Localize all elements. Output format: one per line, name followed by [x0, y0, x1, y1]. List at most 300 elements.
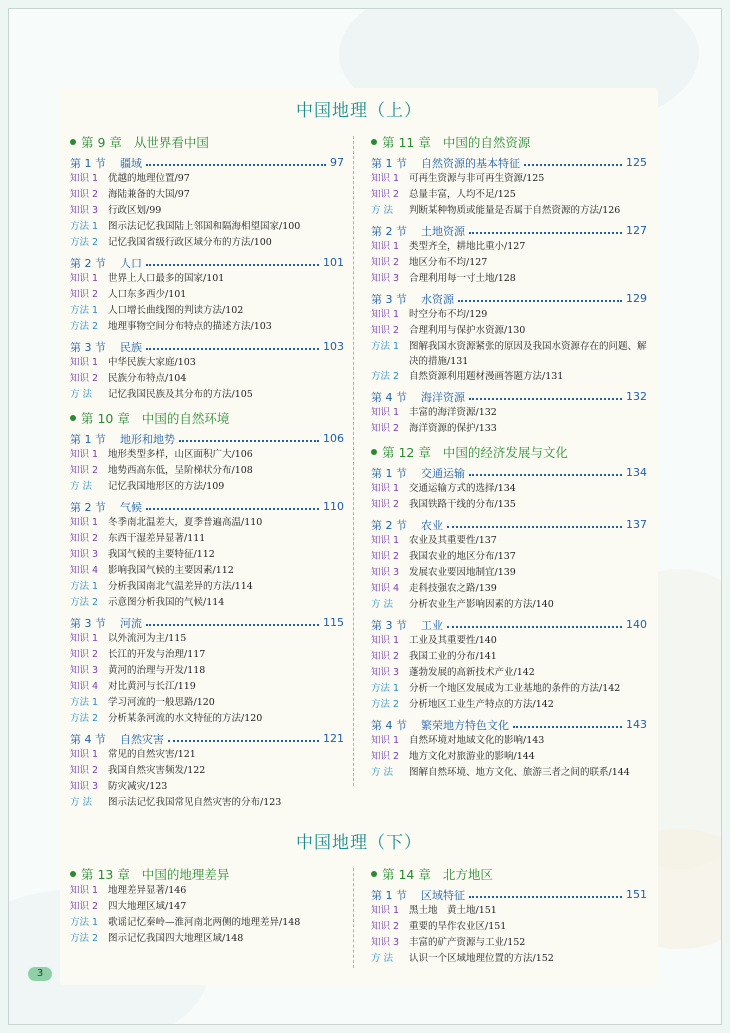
item-label: 知识 1: [371, 905, 400, 916]
section-heading[interactable]: [371, 154, 647, 171]
section-number: 第 4 节: [70, 732, 106, 746]
item-text: 对比黄河与长江/119: [108, 681, 196, 692]
item-label: 知识 1: [70, 633, 99, 644]
list-item[interactable]: [371, 749, 647, 765]
item-label: 方法 2: [70, 321, 99, 332]
section-heading[interactable]: [371, 886, 647, 903]
list-item[interactable]: [371, 255, 647, 271]
list-item[interactable]: [70, 203, 344, 219]
list-item[interactable]: [371, 633, 647, 649]
chapter-number: 第 14 章: [382, 866, 431, 882]
item-label: 知识 3: [371, 567, 400, 578]
table-of-contents: [60, 88, 658, 985]
list-item[interactable]: [371, 271, 647, 287]
section-heading[interactable]: [371, 616, 647, 633]
list-item[interactable]: [70, 679, 344, 695]
section-page: 129: [626, 292, 647, 305]
item-label: 知识 2: [371, 651, 400, 662]
item-text: 工业及其重要性/140: [409, 635, 497, 646]
chapter-title: 从世界看中国: [133, 134, 209, 150]
item-label: 知识 2: [371, 257, 400, 268]
item-label: 知识 4: [70, 565, 99, 576]
item-label: 知识 2: [70, 765, 99, 776]
item-label: 方法 1: [70, 581, 99, 592]
list-item[interactable]: [371, 203, 647, 219]
section-number: 第 4 节: [371, 390, 407, 404]
section-title: 土地资源: [421, 224, 465, 238]
item-label: 方 法: [371, 767, 394, 778]
section-heading[interactable]: [70, 730, 344, 747]
section-title: 繁荣地方特色文化: [421, 718, 509, 732]
item-label: 方 法: [371, 205, 394, 216]
section-page: 143: [626, 718, 647, 731]
dotted-leader: [146, 348, 319, 350]
item-text: 人口东多西少/101: [108, 289, 187, 300]
section-number: 第 1 节: [70, 432, 106, 446]
item-text: 防灾减灾/123: [108, 781, 168, 792]
list-item[interactable]: [70, 171, 344, 187]
item-text: 类型齐全，耕地比重小/127: [409, 241, 526, 252]
chapter-heading[interactable]: [70, 864, 344, 883]
list-item[interactable]: [371, 697, 647, 713]
item-label: 方 法: [70, 389, 93, 400]
section-number: 第 3 节: [70, 340, 106, 354]
item-text: 分析地区工业生产特点的方法/142: [409, 699, 554, 710]
list-item[interactable]: [371, 903, 647, 919]
section-heading[interactable]: [70, 338, 344, 355]
item-text: 认识一个区域地理位置的方法/152: [409, 953, 554, 964]
list-item[interactable]: [371, 935, 647, 951]
section-page: 101: [323, 256, 344, 269]
section-title: 工业: [421, 618, 443, 632]
item-label: 知识 1: [371, 407, 400, 418]
section-heading[interactable]: [371, 290, 647, 307]
item-text: 分析某条河流的水文特征的方法/120: [108, 713, 263, 724]
item-text: 我国工业的分布/141: [409, 651, 497, 662]
item-text: 重要的旱作农业区/151: [409, 921, 507, 932]
list-item[interactable]: [371, 171, 647, 187]
section-title: 河流: [120, 616, 142, 630]
item-text: 合理利用每一寸土地/128: [409, 273, 516, 284]
list-item[interactable]: [371, 405, 647, 421]
item-label: 知识 1: [70, 749, 99, 760]
item-label: 知识 2: [70, 289, 99, 300]
list-item[interactable]: [70, 479, 344, 495]
item-text: 冬季南北温差大，夏季普遍高温/110: [108, 517, 263, 528]
section-heading[interactable]: [371, 716, 647, 733]
list-item[interactable]: [70, 595, 344, 611]
item-text: 自然资源利用题材漫画答题方法/131: [409, 371, 564, 382]
chapter-bullet-icon: [70, 871, 76, 877]
item-label: 知识 2: [371, 921, 400, 932]
list-item[interactable]: [70, 579, 344, 595]
item-label: 知识 1: [70, 449, 99, 460]
section-title: 疆域: [120, 156, 142, 170]
list-item[interactable]: [70, 883, 344, 899]
item-label: 知识 3: [371, 937, 400, 948]
part1-left-column: [70, 130, 344, 811]
section-page: 151: [626, 888, 647, 901]
item-text: 交通运输方式的选择/134: [409, 483, 516, 494]
item-label: 方法 1: [371, 341, 400, 352]
item-label: 方法 2: [70, 597, 99, 608]
item-text: 东西干湿差异显著/111: [108, 533, 206, 544]
item-label: 知识 2: [371, 423, 400, 434]
chapter-bullet-icon: [371, 871, 377, 877]
section-page: 137: [626, 518, 647, 531]
item-text: 图示记忆我国四大地理区域/148: [108, 933, 244, 944]
item-text: 合理利用与保护水资源/130: [409, 325, 526, 336]
chapter-heading[interactable]: [70, 132, 344, 151]
item-label: 知识 3: [70, 781, 99, 792]
list-item[interactable]: [70, 631, 344, 647]
item-text: 图示法记忆我国常见自然灾害的分布/123: [108, 797, 282, 808]
chapter-heading[interactable]: [70, 408, 344, 427]
list-item[interactable]: [371, 919, 647, 935]
section-heading[interactable]: [371, 388, 647, 405]
dotted-leader: [469, 474, 622, 476]
item-label: 知识 1: [371, 309, 400, 320]
dotted-leader: [146, 624, 319, 626]
part2-left-column: [70, 862, 344, 947]
dotted-leader: [524, 164, 622, 166]
item-text: 走科技强农之路/139: [409, 583, 497, 594]
dotted-leader: [469, 232, 622, 234]
section-title: 人口: [120, 256, 142, 270]
chapter-title: 北方地区: [442, 866, 493, 882]
item-label: 知识 1: [70, 885, 99, 896]
section-heading[interactable]: [70, 614, 344, 631]
item-label: 知识 1: [371, 173, 400, 184]
item-text: 时空分布不均/129: [409, 309, 488, 320]
dotted-leader: [146, 508, 319, 510]
section-page: 127: [626, 224, 647, 237]
item-label: 方法 2: [70, 237, 99, 248]
part1-title: 中国地理（上）: [296, 101, 422, 121]
section-title: 农业: [421, 518, 443, 532]
part2-right-column: [371, 862, 647, 967]
section-number: 第 3 节: [371, 618, 407, 632]
chapter-number: 第 11 章: [382, 134, 431, 150]
item-text: 黄河的治理与开发/118: [108, 665, 206, 676]
section-number: 第 1 节: [371, 156, 407, 170]
section-number: 第 2 节: [70, 256, 106, 270]
list-item[interactable]: [371, 239, 647, 255]
section-page: 125: [626, 156, 647, 169]
chapter-heading[interactable]: [371, 442, 647, 461]
chapter-heading[interactable]: [371, 132, 647, 151]
list-item[interactable]: [371, 421, 647, 437]
item-label: 方法 1: [70, 697, 99, 708]
item-text: 以外流河为主/115: [108, 633, 187, 644]
section-page: 97: [330, 156, 344, 169]
item-label: 知识 1: [70, 517, 99, 528]
list-item[interactable]: [70, 647, 344, 663]
item-label: 知识 2: [371, 551, 400, 562]
dotted-leader: [469, 398, 622, 400]
list-item[interactable]: [70, 271, 344, 287]
list-item[interactable]: [70, 763, 344, 779]
chapter-title: 中国的经济发展与文化: [442, 444, 568, 460]
list-item[interactable]: [371, 497, 647, 513]
chapter-number: 第 12 章: [382, 444, 431, 460]
list-item[interactable]: [371, 549, 647, 565]
list-item[interactable]: [371, 187, 647, 203]
chapter-number: 第 13 章: [81, 866, 130, 882]
section-number: 第 1 节: [371, 466, 407, 480]
section-number: 第 2 节: [70, 500, 106, 514]
item-text: 民族分布特点/104: [108, 373, 187, 384]
list-item[interactable]: [70, 563, 344, 579]
item-text: 我国自然灾害频发/122: [108, 765, 206, 776]
dotted-leader: [146, 164, 326, 166]
item-text: 四大地理区域/147: [108, 901, 187, 912]
list-item[interactable]: [70, 695, 344, 711]
section-heading[interactable]: [70, 498, 344, 515]
item-label: 方 法: [371, 953, 394, 964]
list-item[interactable]: [371, 307, 647, 323]
item-text: 判断某种物质或能量是否属于自然资源的方法/126: [409, 205, 621, 216]
chapter-bullet-icon: [70, 139, 76, 145]
section-page: 134: [626, 466, 647, 479]
list-item[interactable]: [70, 463, 344, 479]
list-item[interactable]: [70, 371, 344, 387]
section-number: 第 3 节: [371, 292, 407, 306]
list-item[interactable]: [371, 665, 647, 681]
list-item[interactable]: [70, 795, 344, 811]
list-item[interactable]: [70, 319, 344, 335]
list-item[interactable]: [371, 581, 647, 597]
item-text: 中华民族大家庭/103: [108, 357, 196, 368]
chapter-bullet-icon: [70, 415, 76, 421]
section-title: 自然资源的基本特征: [421, 156, 520, 170]
item-text: 歌谣记忆秦岭—淮河南北两侧的地理差异/148: [108, 917, 301, 928]
section-title: 自然灾害: [120, 732, 164, 746]
list-item[interactable]: [70, 515, 344, 531]
item-text: 地形类型多样，山区面积广大/106: [108, 449, 253, 460]
item-label: 知识 1: [70, 173, 99, 184]
item-label: 知识 3: [371, 273, 400, 284]
list-item[interactable]: [371, 733, 647, 749]
section-heading[interactable]: [70, 254, 344, 271]
chapter-bullet-icon: [371, 449, 377, 455]
item-label: 知识 4: [70, 681, 99, 692]
item-text: 分析我国南北气温差异的方法/114: [108, 581, 253, 592]
item-label: 方法 1: [70, 221, 99, 232]
chapter-number: 第 10 章: [81, 410, 130, 426]
chapter-title: 中国的地理差异: [141, 866, 230, 882]
item-text: 海洋资源的保护/133: [409, 423, 497, 434]
list-item[interactable]: [70, 219, 344, 235]
section-title: 地形和地势: [120, 432, 175, 446]
item-text: 丰富的海洋资源/132: [409, 407, 497, 418]
list-item[interactable]: [70, 387, 344, 403]
item-label: 方 法: [70, 797, 93, 808]
list-item[interactable]: [371, 597, 647, 613]
list-item[interactable]: [70, 447, 344, 463]
section-page: 121: [323, 732, 344, 745]
item-label: 知识 1: [371, 535, 400, 546]
item-text: 分析一个地区发展成为工业基地的条件的方法/142: [409, 683, 621, 694]
item-label: 知识 3: [70, 549, 99, 560]
item-text: 地势西高东低，呈阶梯状分布/108: [108, 465, 253, 476]
list-item[interactable]: [70, 779, 344, 795]
section-heading[interactable]: [371, 464, 647, 481]
item-text: 丰富的矿产资源与工业/152: [409, 937, 526, 948]
list-item[interactable]: [70, 547, 344, 563]
list-item[interactable]: [371, 681, 647, 697]
list-item[interactable]: [70, 747, 344, 763]
item-text: 自然环境对地域文化的影响/143: [409, 735, 545, 746]
item-label: 知识 1: [371, 241, 400, 252]
item-label: 知识 3: [371, 667, 400, 678]
item-text: 黑土地 黄土地/151: [409, 905, 497, 916]
item-text: 影响我国气候的主要因素/112: [108, 565, 234, 576]
chapter-title: 中国的自然资源: [442, 134, 531, 150]
section-page: 140: [626, 618, 647, 631]
section-number: 第 2 节: [371, 224, 407, 238]
dotted-leader: [179, 440, 319, 442]
list-item[interactable]: [371, 369, 647, 385]
item-label: 知识 4: [371, 583, 400, 594]
section-page: 110: [323, 500, 344, 513]
dotted-leader: [146, 264, 319, 266]
chapter-title: 中国的自然环境: [141, 410, 230, 426]
item-text: 海陆兼备的大国/97: [108, 189, 190, 200]
list-item[interactable]: [371, 533, 647, 549]
item-text: 常见的自然灾害/121: [108, 749, 196, 760]
dotted-leader: [447, 526, 622, 528]
section-heading[interactable]: [371, 516, 647, 533]
item-label: 知识 1: [371, 635, 400, 646]
list-item[interactable]: [70, 711, 344, 727]
item-label: 方法 2: [70, 713, 99, 724]
section-title: 民族: [120, 340, 142, 354]
item-text: 我国气候的主要特征/112: [108, 549, 215, 560]
section-page: 132: [626, 390, 647, 403]
dotted-leader: [513, 726, 622, 728]
list-item[interactable]: [371, 481, 647, 497]
item-label: 知识 1: [371, 483, 400, 494]
chapter-bullet-icon: [371, 139, 377, 145]
item-label: 知识 1: [371, 735, 400, 746]
column-divider: [353, 868, 354, 968]
dotted-leader: [447, 626, 622, 628]
item-label: 知识 2: [70, 901, 99, 912]
section-title: 气候: [120, 500, 142, 514]
part1-right-column: [371, 130, 647, 781]
section-number: 第 1 节: [371, 888, 407, 902]
section-title: 海洋资源: [421, 390, 465, 404]
item-label: 知识 2: [70, 189, 99, 200]
list-item[interactable]: [70, 899, 344, 915]
item-text: 地理差异显著/146: [108, 885, 187, 896]
list-item[interactable]: [70, 931, 344, 947]
section-number: 第 3 节: [70, 616, 106, 630]
section-heading[interactable]: [70, 430, 344, 447]
item-text: 示意图分析我国的气候/114: [108, 597, 225, 608]
section-heading[interactable]: [371, 222, 647, 239]
item-text: 可再生资源与非可再生资源/125: [409, 173, 545, 184]
section-page: 115: [323, 616, 344, 629]
item-text: 地方文化对旅游业的影响/144: [409, 751, 535, 762]
item-text: 分析农业生产影响因素的方法/140: [409, 599, 554, 610]
item-text: 记忆我国省级行政区域分布的方法/100: [108, 237, 272, 248]
item-text: 世界上人口最多的国家/101: [108, 273, 225, 284]
item-text: 人口增长曲线图的判读方法/102: [108, 305, 244, 316]
list-item[interactable]: [70, 235, 344, 251]
chapter-number: 第 9 章: [81, 134, 122, 150]
list-item[interactable]: [371, 951, 647, 967]
item-label: 方法 2: [70, 933, 99, 944]
item-text: 总量丰富，人均不足/125: [409, 189, 516, 200]
list-item[interactable]: [371, 323, 647, 339]
item-label: 知识 2: [371, 325, 400, 336]
item-label: 方 法: [371, 599, 394, 610]
list-item[interactable]: [70, 531, 344, 547]
page-number: 3: [28, 967, 52, 981]
section-title: 水资源: [421, 292, 454, 306]
item-label: 知识 2: [371, 189, 400, 200]
item-text: 长江的开发与治理/117: [108, 649, 206, 660]
item-label: 知识 2: [70, 373, 99, 384]
section-title: 交通运输: [421, 466, 465, 480]
item-text: 农业及其重要性/137: [409, 535, 497, 546]
part2-title: 中国地理（下）: [296, 833, 422, 853]
list-item[interactable]: [70, 663, 344, 679]
item-text: 行政区划/99: [108, 205, 162, 216]
column-divider: [353, 136, 354, 786]
item-text: 图解自然环境、地方文化、旅游三者之间的联系/144: [409, 767, 630, 778]
item-label: 知识 2: [70, 465, 99, 476]
item-label: 方 法: [70, 481, 93, 492]
section-page: 103: [323, 340, 344, 353]
item-label: 知识 1: [70, 357, 99, 368]
list-item[interactable]: [371, 765, 647, 781]
item-label: 方法 1: [70, 305, 99, 316]
item-label: 知识 3: [70, 665, 99, 676]
list-item[interactable]: [70, 187, 344, 203]
item-label: 知识 1: [70, 273, 99, 284]
section-number: 第 1 节: [70, 156, 106, 170]
list-item[interactable]: [371, 339, 647, 369]
dotted-leader: [458, 300, 622, 302]
item-text: 我国农业的地区分布/137: [409, 551, 516, 562]
section-number: 第 2 节: [371, 518, 407, 532]
chapter-heading[interactable]: [371, 864, 647, 883]
dotted-leader: [168, 740, 319, 742]
section-heading[interactable]: [70, 154, 344, 171]
list-item[interactable]: [70, 287, 344, 303]
item-label: 方法 1: [371, 683, 400, 694]
list-item[interactable]: [70, 303, 344, 319]
item-text: 记忆我国地形区的方法/109: [108, 481, 225, 492]
section-page: 106: [323, 432, 344, 445]
item-label: 知识 3: [70, 205, 99, 216]
item-label: 知识 2: [70, 649, 99, 660]
item-text: 我国铁路干线的分布/135: [409, 499, 516, 510]
item-text: 图示法记忆我国陆上邻国和隔海相望国家/100: [108, 221, 301, 232]
list-item[interactable]: [70, 915, 344, 931]
list-item[interactable]: [371, 565, 647, 581]
item-label: 知识 2: [371, 751, 400, 762]
item-label: 方法 1: [70, 917, 99, 928]
list-item[interactable]: [70, 355, 344, 371]
section-number: 第 4 节: [371, 718, 407, 732]
list-item[interactable]: [371, 649, 647, 665]
item-label: 方法 2: [371, 371, 400, 382]
item-text: 地理事物空间分布特点的描述方法/103: [108, 321, 272, 332]
